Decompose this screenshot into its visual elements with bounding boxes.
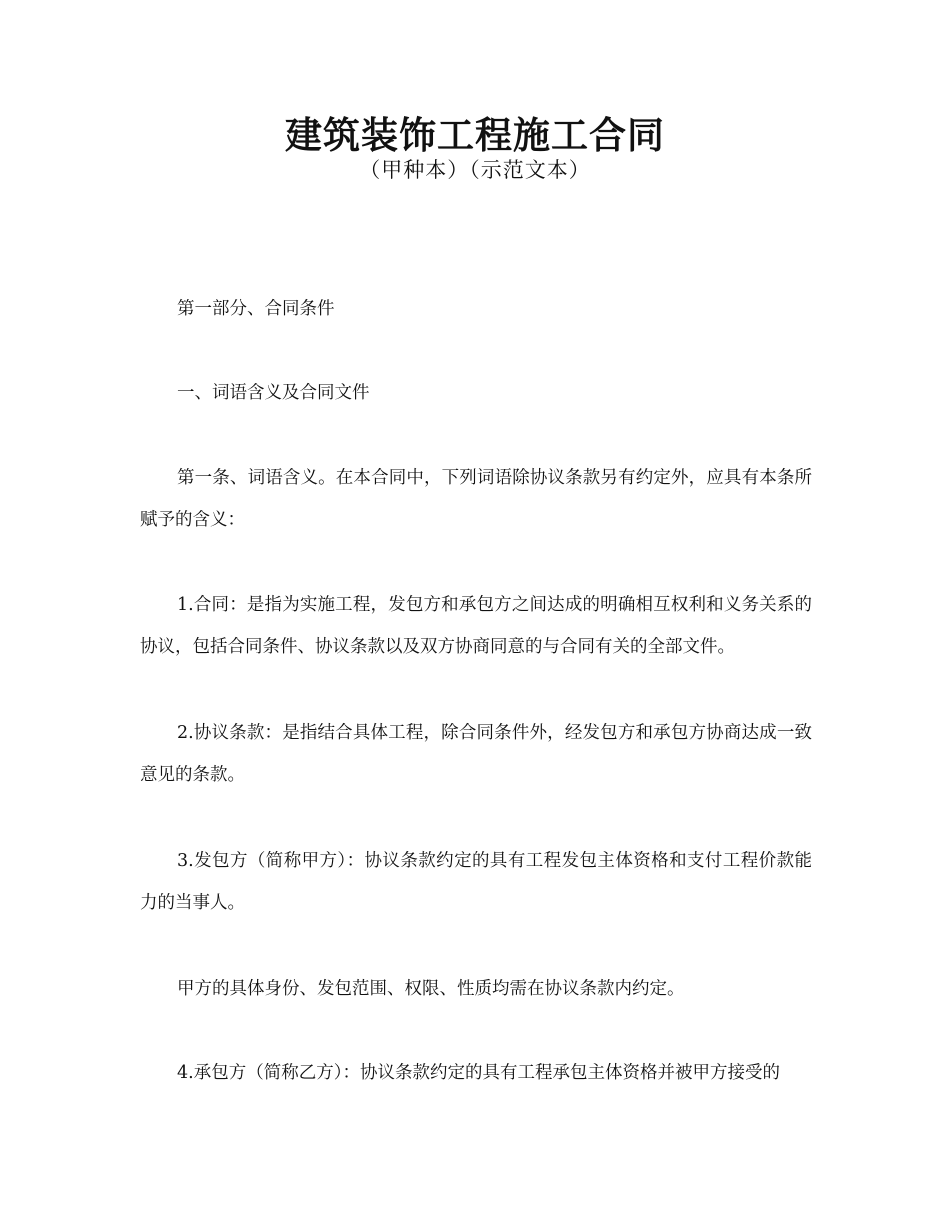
- document-title: 建筑装饰工程施工合同: [285, 114, 665, 157]
- section-heading-part-one: 第一部分、合同条件: [177, 299, 335, 319]
- section-heading-terms: 一、词语含义及合同文件: [177, 383, 370, 403]
- paragraph-definition-contractor: 4.承包方（简称乙方）：协议条款约定的具有工程承包主体资格并被甲方接受的: [177, 1063, 780, 1083]
- paragraph-definition-contract: 1.合同：是指为实施工程，发包方和承包方之间达成的明确相互权利和义务关系的协议，包括合同条件、协议条款以及双方协商同意的与合同有关的全部文件。: [140, 595, 812, 657]
- paragraph-definition-agreement-terms: 2.协议条款：是指结合具体工程，除合同条件外，经发包方和承包方协商达成一致意见的条款。: [140, 723, 812, 785]
- paragraph-definition-employer: 3.发包方（简称甲方）：协议条款约定的具有工程发包主体资格和支付工程价款能力的当事人。: [140, 851, 812, 913]
- paragraph-article-one: 第一条、词语含义。在本合同中，下列词语除协议条款另有约定外，应具有本条所赋予的含义：: [140, 468, 812, 530]
- paragraph-employer-details: 甲方的具体身份、发包范围、权限、性质均需在协议条款内约定。: [177, 979, 685, 999]
- document-subtitle: （甲种本）（示范文本）: [359, 158, 591, 182]
